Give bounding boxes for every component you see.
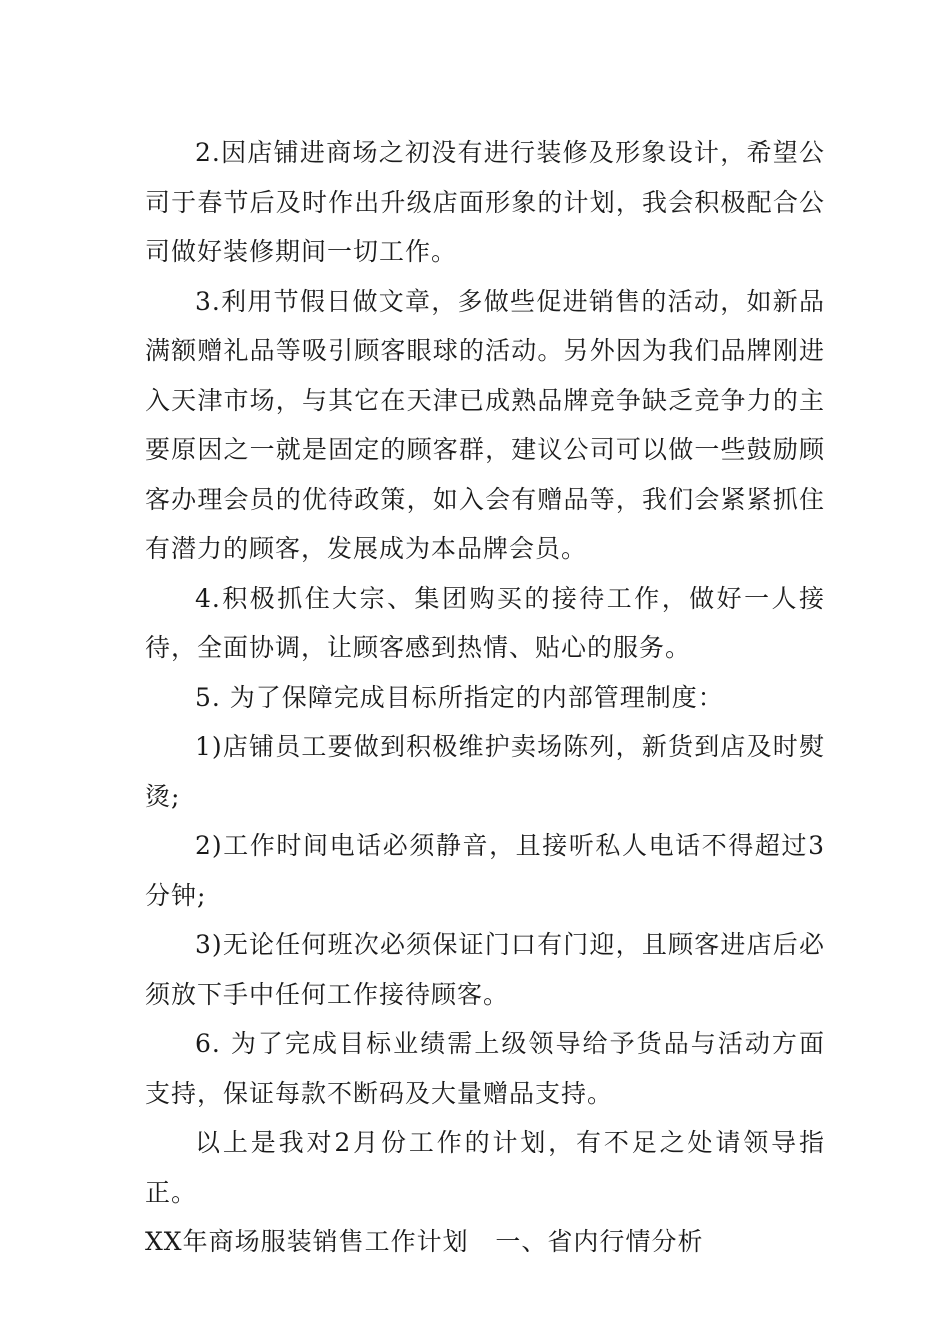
paragraph-item-6: 6. 为了完成目标业绩需上级领导给予货品与活动方面支持，保证每款不断码及大量赠品支持。 <box>145 1029 825 1108</box>
sub-item-2: 2)工作时间电话必须静音，且接听私人电话不得超过3分钟; <box>145 831 825 910</box>
paragraph-item-5: 5. 为了保障完成目标所指定的内部管理制度： <box>195 682 724 712</box>
paragraph-item-2: 2.因店铺进商场之初没有进行装修及形象设计，希望公司于春节后及时作出升级店面形象的计划，我会积极配合公司做好装修期间一切工作。 <box>145 138 825 266</box>
paragraph-item-3: 3.利用节假日做文章，多做些促进销售的活动，如新品满额赠礼品等吸引顾客眼球的活动。另外因为我们品牌刚进入天津市场，与其它在天津已成熟品牌竞争缺乏竞争力的主要原因之一就是固定的顾客群，建议公司可以做一些鼓励顾客办理会员的优待政策，如入会有赠品等，我们会紧紧抓住有潜力的顾客，发展成为本品牌会员。 <box>145 286 825 563</box>
paragraph-item-4: 4.积极抓住大宗、集团购买的接待工作，做好一人接待，全面协调，让顾客感到热情、贴心的服务。 <box>145 583 825 662</box>
next-section-heading: XX年商场服装销售工作计划 一、省内行情分析 <box>145 1227 704 1256</box>
closing-paragraph: 以上是我对2月份工作的计划，有不足之处请领导指正。 <box>145 1128 825 1207</box>
sub-item-3: 3)无论任何班次必须保证门口有门迎，且顾客进店后必须放下手中任何工作接待顾客。 <box>145 930 825 1009</box>
document-body <box>145 128 825 1267</box>
sub-item-1: 1)店铺员工要做到积极维护卖场陈列，新货到店及时熨烫; <box>145 732 825 811</box>
